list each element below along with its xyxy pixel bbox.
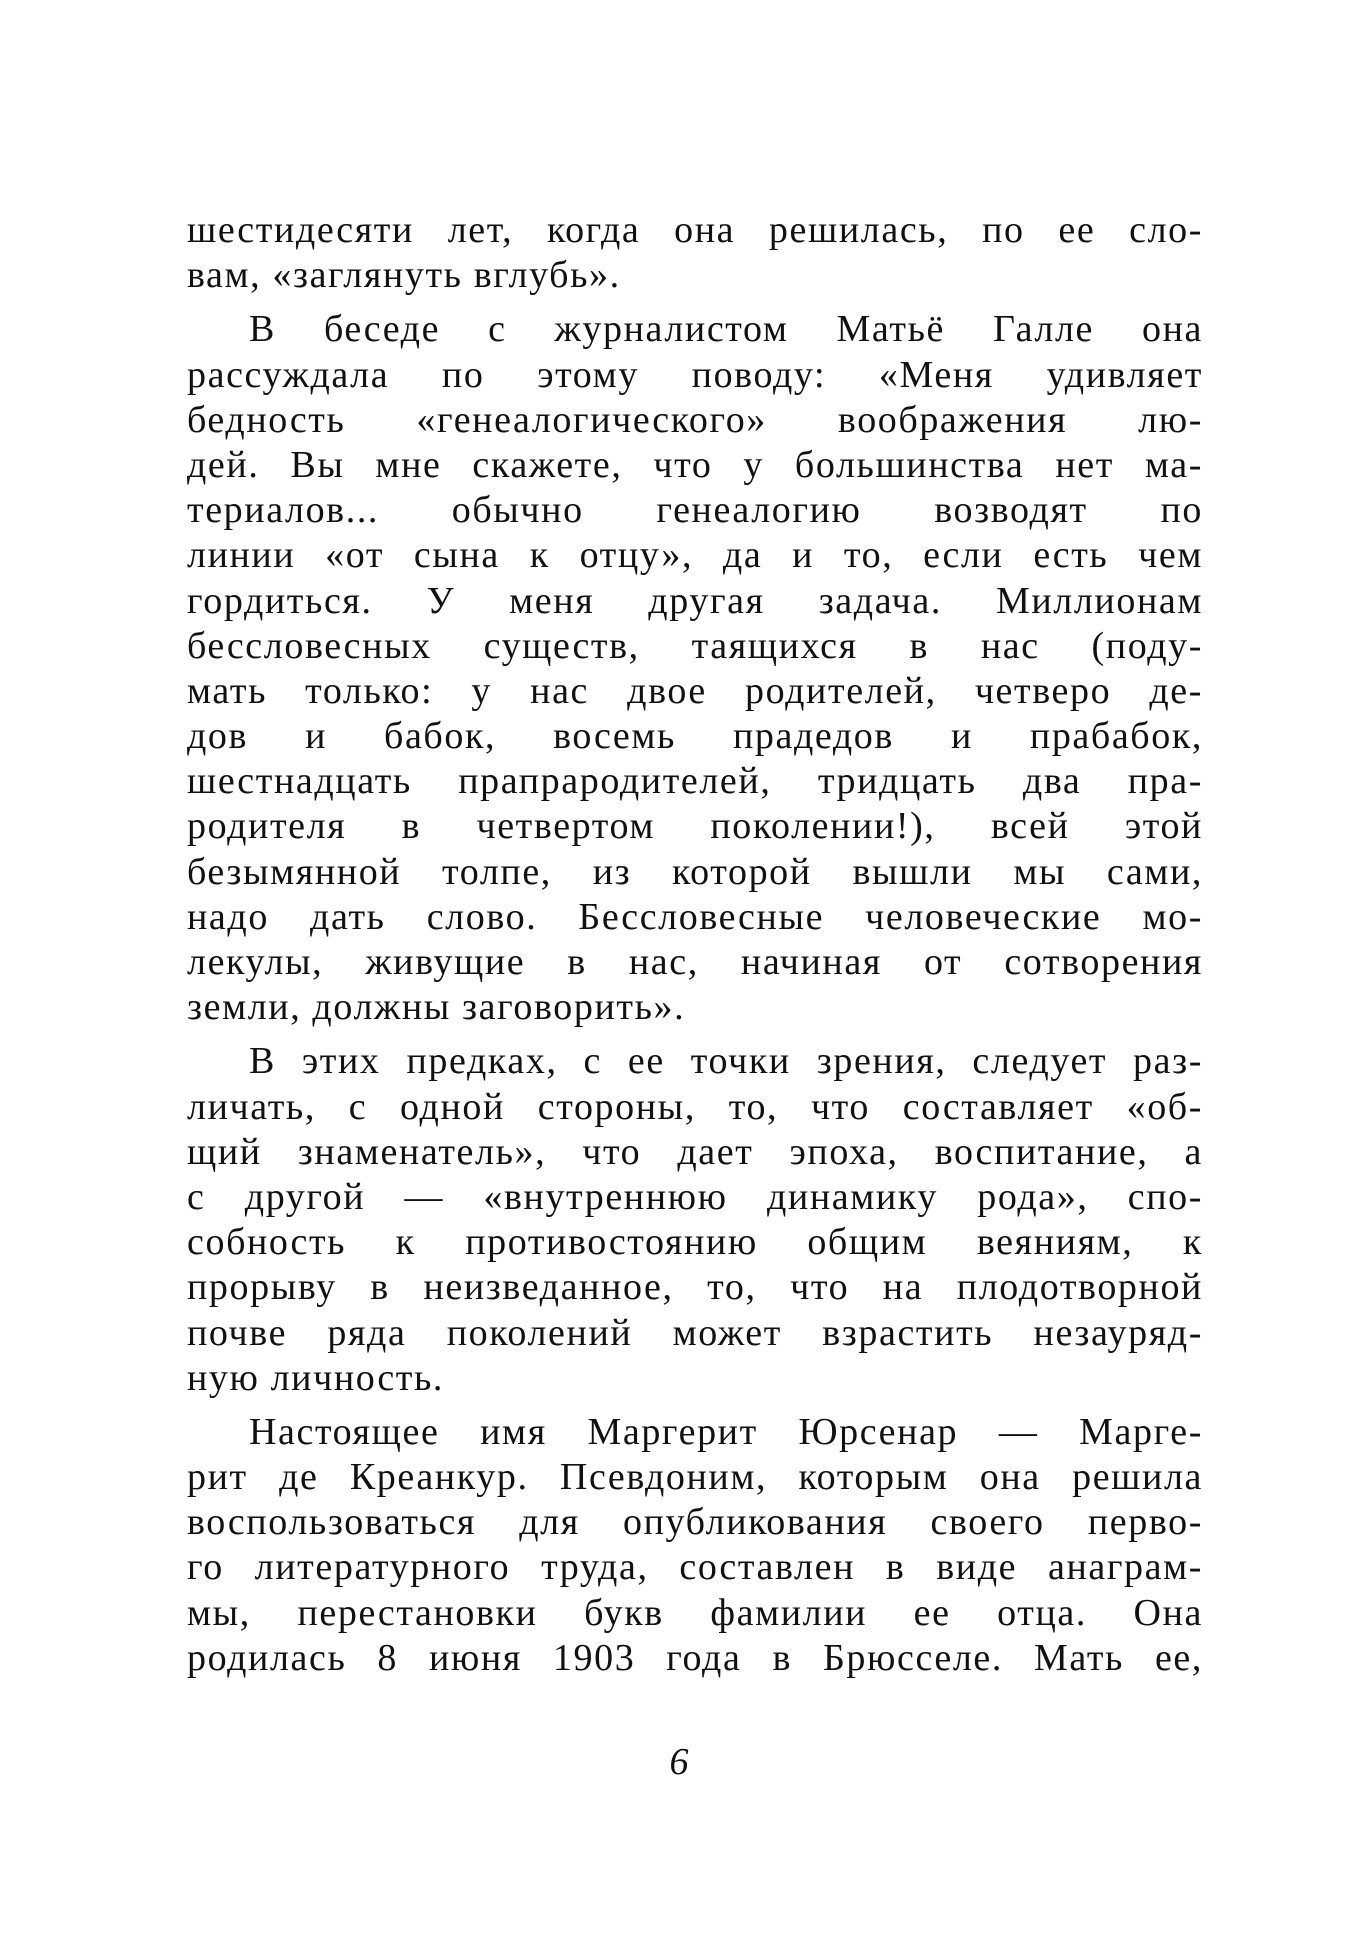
text-line: надо дать слово. Бессловесные человеческие мо- [187,895,1203,938]
text-line: шестидесяти лет, когда она решилась, по ее сло- [187,209,1203,251]
text-line: вам, «заглянуть вглубь». [187,254,621,297]
text-line: собность к противостоянию общим веяниям, к [187,1221,1203,1264]
paragraph-4 [187,1410,1203,1681]
text-line: почве ряда поколений может взрастить незауряд- [187,1311,1203,1354]
text-line: гордиться. У меня другая задача. Миллионам [187,579,1203,622]
text-line: В беседе с журналистом Матьё Галле она [249,308,1203,351]
paragraph-gap [187,1401,1203,1410]
text-line: дей. Вы мне скажете, что у большинства нет ма- [187,443,1203,486]
text-line: рит де Креанкур. Псевдоним, которым она решила [187,1456,1203,1499]
text-line: безымянной толпе, из которой вышли мы сами, [187,850,1203,893]
paragraph-gap [187,298,1203,307]
text-line: го литературного труда, составлен в виде анаграм- [187,1546,1203,1589]
text-line: бедность «генеалогического» воображения лю- [187,398,1203,441]
text-line: шестнадцать прапрародителей, тридцать два пра- [187,760,1203,803]
text-line: с другой — «внутреннюю динамику рода», спо- [187,1175,1203,1218]
text-line: личать, с одной стороны, то, что составляет «об- [187,1085,1203,1128]
page-number: 6 [669,1741,689,1783]
paragraph-2 [187,307,1203,1030]
text-line: бессловесных существ, таящихся в нас (поду- [187,624,1203,667]
text-line: мы, перестановки букв фамилии ее отца. Она [187,1591,1203,1634]
text-line: В этих предках, с ее точки зрения, следует раз- [249,1040,1203,1083]
text-line: дов и бабок, восемь прадедов и прабабок, [187,715,1203,758]
text-line: воспользоваться для опубликования своего перво- [187,1501,1203,1544]
text-line: ную личность. [187,1356,445,1399]
body-text [187,208,1203,1681]
text-line: прорыву в неизведанное, то, что на плодотворной [187,1266,1203,1309]
text-line: родителя в четвертом поколении!), всей этой [187,805,1203,848]
text-line: Настоящее имя Маргерит Юрсенар — Марге- [249,1410,1203,1453]
paragraph-1 [187,208,1203,298]
paragraph-gap [187,1030,1203,1039]
text-line: териалов... обычно генеалогию возводят по [187,489,1203,532]
text-line: щий знаменатель», что дает эпоха, воспитание, а [187,1130,1203,1173]
paragraph-3 [187,1039,1203,1401]
text-line: родилась 8 июня 1903 года в Брюсселе. Мать ее, [187,1636,1203,1679]
text-line: рассуждала по этому поводу: «Меня удивляет [187,353,1203,396]
text-line: земли, должны заговорить». [187,986,686,1029]
text-line: лекулы, живущие в нас, начиная от сотворения [187,941,1203,983]
text-line: линии «от сына к отцу», да и то, если есть чем [187,534,1203,577]
text-line: мать только: у нас двое родителей, четверо де- [187,669,1203,712]
